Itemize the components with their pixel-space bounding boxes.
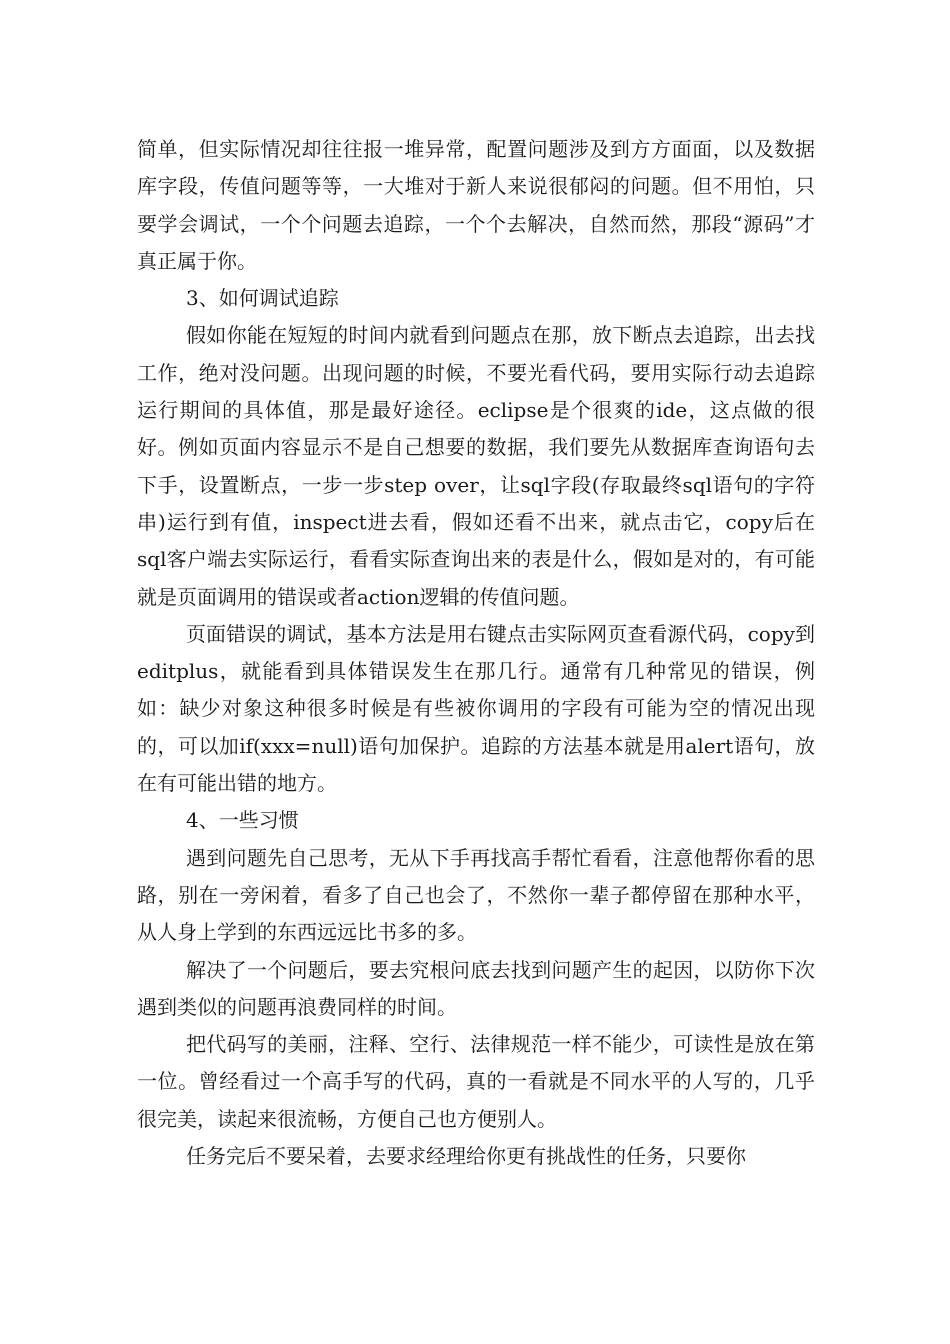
paragraph-page-error-debugging: 页面错误的调试，基本方法是用右键点击实际网页查看源代码，copy到editplus，就能看到具体错误发生在那几行。通常有几种常见的错误，例如：缺少对象这种很多时候是有些被你调用的字段有可能为空的情况出现的，可以加if(xxx=null)语句加保护。追踪的方法基本就是用alert语句，放在有可能出错的地方。 [137, 621, 815, 796]
paragraph-habit-think-first: 遇到问题先自己思考，无从下手再找高手帮忙看看，注意他帮你看的思路，别在一旁闲着，看多了自己也会了，不然你一辈子都停留在那种水平，从人身上学到的东西远远比书多的多。 [137, 845, 815, 945]
section-heading-habits: 4、一些习惯 [186, 808, 299, 833]
paragraph-habit-clean-code: 把代码写的美丽，注释、空行、法律规范一样不能少，可读性是放在第一位。曾经看过一个高手写的代码，真的一看就是不同水平的人写的，几乎很完美，读起来很流畅，方便自己也方便别人。 [137, 1032, 815, 1131]
section-heading-debugging: 3、如何调试追踪 [186, 286, 339, 311]
paragraph-intro-continued: 简单，但实际情况却往往报一堆异常，配置问题涉及到方方面面，以及数据库字段，传值问题等等，一大堆对于新人来说很郁闷的问题。但不用怕，只要学会调试，一个个问题去追踪，一个个去解决，自然而然，那段“源码”才真正属于你。 [137, 137, 815, 273]
paragraph-habit-root-cause: 解决了一个问题后，要去究根问底去找到问题产生的起因，以防你下次遇到类似的问题再浪费同样的时间。 [137, 957, 815, 1019]
paragraph-breakpoint-tracking: 假如你能在短短的时间内就看到问题点在那，放下断点去追踪，出去找工作，绝对没问题。出现问题的时候，不要光看代码，要用实际行动去追踪运行期间的具体值，那是最好途径。eclipse是个很爽的ide，这点做的很好。例如页面内容显示不是自己想要的数据，我们要先从数据库查询语句去下手，设置断点，一步一步step over，让sql字段(存取最终sql语句的字符串)运行到有值，inspect进去看，假如还看不出来，就点击它，copy后在sql客户端去实际运行，看看实际查询出来的表是什么，假如是对的，有可能就是页面调用的错误或者action逻辑的传值问题。 [137, 323, 815, 609]
document-body [137, 131, 815, 1175]
paragraph-habit-seek-challenge: 任务完后不要呆着，去要求经理给你更有挑战性的任务，只要你 [186, 1144, 746, 1169]
